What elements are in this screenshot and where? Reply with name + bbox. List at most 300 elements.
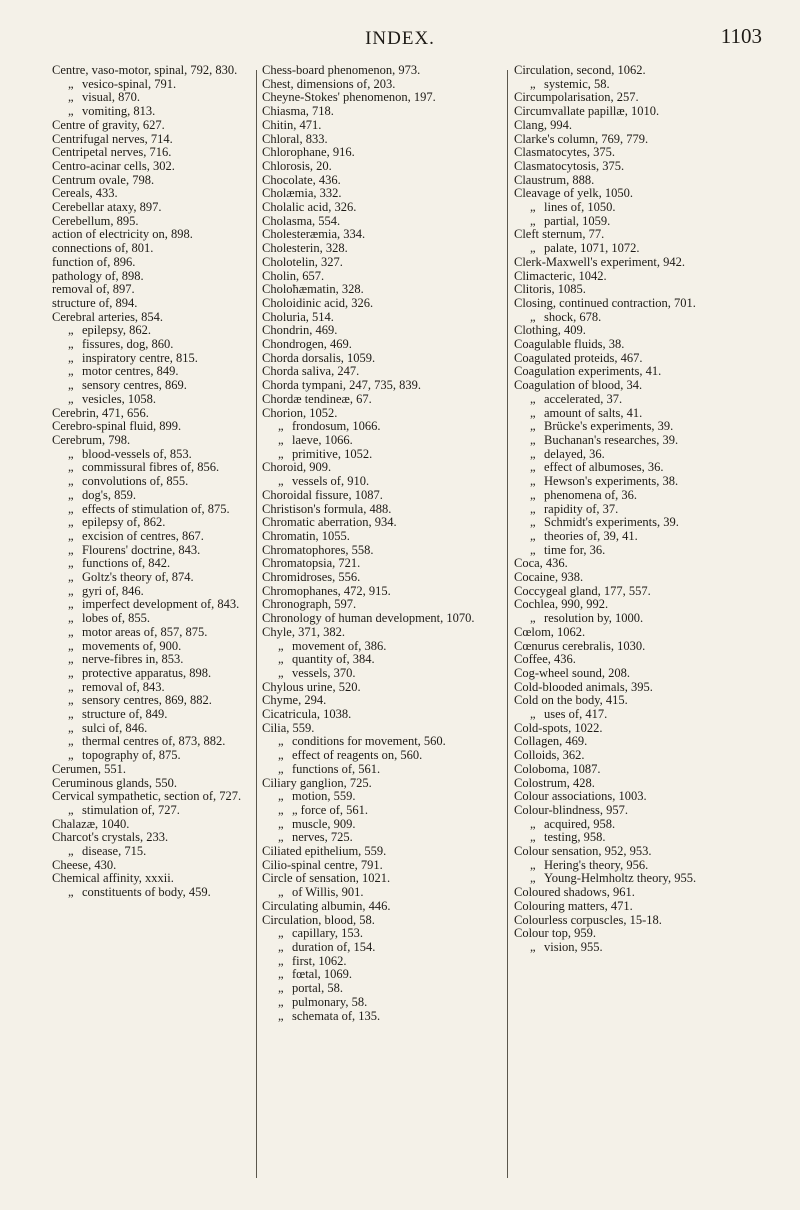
- index-entry: [262, 886, 502, 900]
- index-entry: [52, 133, 252, 147]
- index-entry-text: testing, 958.: [544, 830, 606, 845]
- index-entry: [52, 324, 252, 338]
- index-entry-text: Hewson's experiments, 38.: [544, 474, 679, 489]
- index-entry: [514, 598, 772, 612]
- index-entry-text: Coagulation of blood, 34.: [514, 378, 643, 393]
- index-entry-text: gyri of, 846.: [82, 583, 144, 598]
- index-entry-text: protective apparatus, 898.: [82, 665, 212, 680]
- index-entry-text: Choluria, 514.: [262, 309, 334, 324]
- index-entry: [262, 735, 502, 749]
- ditto-mark: „: [278, 665, 284, 680]
- index-entry-text: Cicatricula, 1038.: [262, 707, 352, 722]
- index-entry-text: Chromatophores, 558.: [262, 542, 374, 557]
- ditto-mark: „: [530, 76, 536, 91]
- ditto-mark: „: [278, 652, 284, 667]
- ditto-mark: „: [68, 90, 74, 105]
- index-entry: [52, 256, 252, 270]
- ditto-mark: „: [278, 734, 284, 749]
- ditto-mark: „: [68, 460, 74, 475]
- ditto-mark: „: [68, 364, 74, 379]
- index-entry-text: topography of, 875.: [82, 748, 181, 763]
- ditto-mark: „: [68, 844, 74, 859]
- index-entry: [262, 612, 502, 626]
- index-entry: [52, 201, 252, 215]
- index-entry-text: commissural fibres of, 856.: [82, 460, 220, 475]
- index-entry-text: Clang, 994.: [514, 117, 572, 132]
- index-entry: [262, 407, 502, 421]
- index-entry: [514, 941, 772, 955]
- index-entry-text: sulci of, 846.: [82, 720, 148, 735]
- index-entry: [514, 927, 772, 941]
- index-entry: [262, 530, 502, 544]
- index-entry-text: schemata of, 135.: [292, 1008, 381, 1023]
- index-entry-text: Cilio-spinal centre, 791.: [262, 857, 383, 872]
- index-entry: [52, 78, 252, 92]
- ditto-mark: „: [68, 734, 74, 749]
- index-entry-text: Choroid, 909.: [262, 460, 332, 475]
- index-entry: [262, 585, 502, 599]
- index-entry: [262, 831, 502, 845]
- index-entry-text: Flourens' doctrine, 843.: [82, 542, 201, 557]
- index-entry: [52, 461, 252, 475]
- index-entry: [52, 557, 252, 571]
- index-entry: [514, 407, 772, 421]
- index-entry: [262, 872, 502, 886]
- ditto-mark: „: [530, 707, 536, 722]
- index-entry: [262, 927, 502, 941]
- index-entry-text: palate, 1071, 1072.: [544, 241, 640, 256]
- index-entry: [514, 530, 772, 544]
- index-entry-text: Cerumen, 551.: [52, 761, 126, 776]
- index-entry: [52, 818, 252, 832]
- index-entry-text: Chromophanes, 472, 915.: [262, 583, 391, 598]
- index-entry: [514, 365, 772, 379]
- index-entry: [514, 420, 772, 434]
- index-entry: [514, 174, 772, 188]
- index-entry-text: Cilia, 559.: [262, 720, 315, 735]
- index-entry: [514, 886, 772, 900]
- index-entry-text: vomiting, 813.: [82, 104, 156, 119]
- index-entry-text: Christison's formula, 488.: [262, 501, 392, 516]
- index-entry: [514, 283, 772, 297]
- index-entry-text: function of, 896.: [52, 254, 136, 269]
- index-entry: [514, 667, 772, 681]
- ditto-mark: „: [68, 542, 74, 557]
- index-entry-text: Cœlom, 1062.: [514, 624, 586, 639]
- index-entry: [52, 448, 252, 462]
- index-columns: [52, 64, 772, 1184]
- index-entry: [262, 763, 502, 777]
- index-entry-text: Colouring matters, 471.: [514, 898, 633, 913]
- index-entry: [52, 283, 252, 297]
- ditto-mark: „: [68, 570, 74, 585]
- ditto-mark: „: [530, 940, 536, 954]
- index-entry-text: Coagulated proteids, 467.: [514, 350, 643, 365]
- index-entry-text: Chorda dorsalis, 1059.: [262, 350, 376, 365]
- ditto-mark: „: [278, 830, 284, 845]
- index-entry-text: effect of albumoses, 36.: [544, 460, 664, 475]
- index-entry-text: Cholæmia, 332.: [262, 186, 342, 201]
- ditto-mark: „: [530, 816, 536, 831]
- index-entry-text: Circulating albumin, 446.: [262, 898, 391, 913]
- index-entry-text: duration of, 154.: [292, 940, 376, 954]
- index-entry-text: Colour-blindness, 957.: [514, 802, 628, 817]
- index-entry-text: systemic, 58.: [544, 76, 610, 91]
- index-entry-text: Charcot's crystals, 233.: [52, 830, 169, 845]
- ditto-mark: „: [68, 556, 74, 571]
- index-entry: [262, 1010, 502, 1024]
- index-entry: [514, 119, 772, 133]
- index-entry-text: Ciliary ganglion, 725.: [262, 775, 372, 790]
- index-entry: [514, 681, 772, 695]
- index-entry: [52, 872, 252, 886]
- index-entry-text: Coloured shadows, 961.: [514, 885, 635, 900]
- index-entry-text: Coccygeal gland, 177, 557.: [514, 583, 651, 598]
- index-entry-text: vessels of, 910.: [292, 474, 370, 489]
- index-entry: [262, 201, 502, 215]
- index-entry: [262, 722, 502, 736]
- ditto-mark: „: [68, 652, 74, 667]
- index-entry: [262, 242, 502, 256]
- index-entry: [514, 818, 772, 832]
- index-entry-text: Cholesterin, 328.: [262, 241, 348, 256]
- index-entry-text: Chyle, 371, 382.: [262, 624, 345, 639]
- ditto-mark: „: [278, 994, 284, 1009]
- ditto-mark: „: [68, 350, 74, 365]
- ditto-mark: „: [530, 309, 536, 324]
- index-entry: [262, 681, 502, 695]
- index-entry: [262, 64, 502, 78]
- index-entry: [514, 763, 772, 777]
- index-entry: [262, 982, 502, 996]
- index-entry: [514, 91, 772, 105]
- index-entry-text: acquired, 958.: [544, 816, 616, 831]
- index-entry-text: Centrum ovale, 798.: [52, 172, 155, 187]
- index-entry-text: Cerebrin, 471, 656.: [52, 405, 149, 420]
- ditto-mark: „: [530, 405, 536, 420]
- index-entry-text: Chloral, 833.: [262, 131, 328, 146]
- ditto-mark: „: [68, 515, 74, 530]
- index-entry: [514, 242, 772, 256]
- index-entry: [262, 434, 502, 448]
- index-entry: [52, 379, 252, 393]
- index-entry-text: Circulation, second, 1062.: [514, 64, 646, 77]
- index-entry-text: removal of, 843.: [82, 679, 165, 694]
- index-entry: [514, 105, 772, 119]
- index-entry-text: Cheyne-Stokes' phenomenon, 197.: [262, 90, 436, 105]
- index-entry-text: Cocaine, 938.: [514, 570, 584, 585]
- ditto-mark: „: [278, 748, 284, 763]
- index-entry-text: Coagulation experiments, 41.: [514, 364, 662, 379]
- index-entry-text: Colostrum, 428.: [514, 775, 595, 790]
- index-entry: [514, 475, 772, 489]
- index-entry: [52, 804, 252, 818]
- index-entry: [514, 146, 772, 160]
- index-entry: [514, 187, 772, 201]
- ditto-mark: „: [68, 693, 74, 708]
- index-entry-text: Circle of sensation, 1021.: [262, 871, 391, 886]
- index-entry: [52, 393, 252, 407]
- index-entry: [514, 790, 772, 804]
- index-entry: [514, 777, 772, 791]
- index-entry-text: conditions for movement, 560.: [292, 734, 446, 749]
- index-entry: [262, 544, 502, 558]
- index-entry-text: disease, 715.: [82, 844, 147, 859]
- ditto-mark: „: [530, 501, 536, 516]
- index-entry-text: Collagen, 469.: [514, 734, 588, 749]
- index-entry-text: Chlorophane, 916.: [262, 145, 355, 160]
- ditto-mark: „: [278, 885, 284, 900]
- index-entry-text: Chordæ tendineæ, 67.: [262, 391, 372, 406]
- index-entry: [262, 365, 502, 379]
- index-entry-text: Chorda saliva, 247.: [262, 364, 360, 379]
- index-entry-text: vessels, 370.: [292, 665, 356, 680]
- ditto-mark: „: [278, 926, 284, 941]
- ditto-mark: „: [68, 474, 74, 489]
- index-entry-text: fissures, dog, 860.: [82, 337, 174, 352]
- index-entry-text: nerves, 725.: [292, 830, 353, 845]
- index-entry-text: Chiasma, 718.: [262, 104, 334, 119]
- index-entry-text: Hering's theory, 956.: [544, 857, 649, 872]
- ditto-mark: „: [530, 857, 536, 872]
- index-entry: [52, 311, 252, 325]
- index-entry: [514, 338, 772, 352]
- index-entry-text: Chitin, 471.: [262, 117, 322, 132]
- index-entry-text: Chronology of human development, 1070.: [262, 611, 475, 626]
- index-entry: [262, 749, 502, 763]
- index-entry: [262, 777, 502, 791]
- index-entry-text: Circumvallate papillæ, 1010.: [514, 104, 660, 119]
- index-entry: [52, 790, 252, 804]
- index-entry: [262, 859, 502, 873]
- index-entry: [514, 228, 772, 242]
- column-divider: [507, 70, 508, 1178]
- ditto-mark: „: [68, 638, 74, 653]
- index-entry: [52, 187, 252, 201]
- index-entry-text: Chylous urine, 520.: [262, 679, 361, 694]
- index-entry-text: Cold-blooded animals, 395.: [514, 679, 653, 694]
- index-entry-text: inspiratory centre, 815.: [82, 350, 198, 365]
- index-entry-text: Colour sensation, 952, 953.: [514, 844, 652, 859]
- index-entry-text: Centre, vaso-motor, spinal, 792, 830.: [52, 64, 238, 77]
- index-entry: [262, 694, 502, 708]
- index-entry: [52, 571, 252, 585]
- index-entry-text: Clothing, 409.: [514, 323, 586, 338]
- index-entry-text: dog's, 859.: [82, 487, 136, 502]
- index-entry-text: theories of, 39, 41.: [544, 528, 638, 543]
- index-entry: [52, 653, 252, 667]
- index-entry-text: Cervical sympathetic, section of, 727.: [52, 789, 242, 804]
- index-entry: [262, 503, 502, 517]
- index-entry-text: Clitoris, 1085.: [514, 282, 586, 297]
- index-entry-text: Chromatin, 1055.: [262, 528, 350, 543]
- index-entry-text: Coagulable fluids, 38.: [514, 337, 625, 352]
- index-entry-text: motion, 559.: [292, 789, 356, 804]
- index-entry-text: Circumpolarisation, 257.: [514, 90, 639, 105]
- ditto-mark: „: [278, 802, 284, 817]
- index-entry: [514, 434, 772, 448]
- index-entry-text: sensory centres, 869, 882.: [82, 693, 212, 708]
- index-entry-text: Centre of gravity, 627.: [52, 117, 165, 132]
- index-entry: [52, 516, 252, 530]
- index-entry: [52, 777, 252, 791]
- index-entry-text: motor centres, 849.: [82, 364, 179, 379]
- index-entry: [52, 352, 252, 366]
- ditto-mark: „: [68, 665, 74, 680]
- index-entry: [514, 749, 772, 763]
- index-entry: [262, 311, 502, 325]
- index-entry-text: Cold on the body, 415.: [514, 693, 628, 708]
- index-entry-text: Chronograph, 597.: [262, 597, 357, 612]
- index-entry-text: Chondrogen, 469.: [262, 337, 352, 352]
- index-entry: [52, 749, 252, 763]
- index-entry: [262, 91, 502, 105]
- index-entry: [52, 763, 252, 777]
- index-entry: [514, 831, 772, 845]
- index-entry: [262, 571, 502, 585]
- index-entry: [52, 722, 252, 736]
- index-entry: [514, 489, 772, 503]
- index-entry-text: removal of, 897.: [52, 282, 135, 297]
- index-entry-text: Colour associations, 1003.: [514, 789, 647, 804]
- ditto-mark: „: [68, 720, 74, 735]
- index-entry: [514, 804, 772, 818]
- index-entry-text: Clasmatocytes, 375.: [514, 145, 616, 160]
- index-entry-text: Ceruminous glands, 550.: [52, 775, 177, 790]
- ditto-mark: „: [278, 816, 284, 831]
- index-entry-text: Centro-acinar cells, 302.: [52, 158, 175, 173]
- index-entry: [52, 64, 252, 78]
- index-entry: [262, 845, 502, 859]
- ditto-mark: „: [68, 802, 74, 817]
- index-entry: [514, 612, 772, 626]
- ditto-mark: „: [68, 583, 74, 598]
- ditto-mark: „: [278, 940, 284, 954]
- page-title: INDEX.: [365, 28, 435, 49]
- index-entry: [262, 667, 502, 681]
- index-entry-text: Cholasma, 554.: [262, 213, 341, 228]
- index-entry: [52, 845, 252, 859]
- index-entry: [262, 461, 502, 475]
- index-entry: [262, 174, 502, 188]
- ditto-mark: „: [68, 707, 74, 722]
- index-entry-text: structure of, 849.: [82, 707, 168, 722]
- index-entry-text: Clerk-Maxwell's experiment, 942.: [514, 254, 685, 269]
- index-entry: [514, 544, 772, 558]
- index-entry-text: Coffee, 436.: [514, 652, 576, 667]
- index-entry-text: Chyme, 294.: [262, 693, 327, 708]
- index-entry: [514, 311, 772, 325]
- index-entry: [514, 708, 772, 722]
- ditto-mark: „: [68, 378, 74, 393]
- index-entry: [262, 516, 502, 530]
- index-entry-text: Chest, dimensions of, 203.: [262, 76, 396, 91]
- index-entry: [514, 379, 772, 393]
- index-entry: [52, 146, 252, 160]
- index-entry: [262, 133, 502, 147]
- index-entry-text: vesicles, 1058.: [82, 391, 156, 406]
- index-entry: [514, 735, 772, 749]
- index-entry-text: constituents of body, 459.: [82, 885, 211, 900]
- index-column-3: [514, 64, 772, 1184]
- index-entry-text: Cerebellar ataxy, 897.: [52, 200, 162, 215]
- index-entry-text: vision, 955.: [544, 940, 603, 954]
- ditto-mark: „: [530, 474, 536, 489]
- index-entry: [514, 324, 772, 338]
- index-entry-text: Colloids, 362.: [514, 748, 585, 763]
- index-entry: [514, 461, 772, 475]
- index-entry: [262, 187, 502, 201]
- index-entry-text: Chondrin, 469.: [262, 323, 338, 338]
- ditto-mark: „: [278, 432, 284, 447]
- ditto-mark: „: [530, 871, 536, 886]
- index-entry-text: Cholotelin, 327.: [262, 254, 343, 269]
- index-entry: [262, 160, 502, 174]
- index-entry: [52, 489, 252, 503]
- index-entry: [514, 859, 772, 873]
- index-entry: [52, 365, 252, 379]
- ditto-mark: „: [530, 200, 536, 215]
- ditto-mark: „: [278, 638, 284, 653]
- index-entry: [52, 228, 252, 242]
- index-entry: [514, 352, 772, 366]
- index-entry: [262, 818, 502, 832]
- index-entry-text: Clarke's column, 769, 779.: [514, 131, 649, 146]
- ditto-mark: „: [530, 460, 536, 475]
- ditto-mark: „: [278, 967, 284, 982]
- index-entry-text: Cochlea, 990, 992.: [514, 597, 609, 612]
- index-entry: [262, 78, 502, 92]
- index-entry-text: Cereals, 433.: [52, 186, 118, 201]
- index-entry: [52, 598, 252, 612]
- ditto-mark: „: [530, 241, 536, 256]
- ditto-mark: „: [68, 446, 74, 461]
- index-entry-text: movement of, 386.: [292, 638, 387, 653]
- index-entry: [514, 914, 772, 928]
- index-entry-text: vesico-spinal, 791.: [82, 76, 177, 91]
- ditto-mark: „: [278, 761, 284, 776]
- ditto-mark: „: [68, 597, 74, 612]
- index-entry: [262, 283, 502, 297]
- index-entry: [262, 900, 502, 914]
- index-entry-text: Chemical affinity, xxxii.: [52, 871, 174, 886]
- index-entry: [262, 420, 502, 434]
- ditto-mark: „: [530, 830, 536, 845]
- index-entry-text: Chromatic aberration, 934.: [262, 515, 397, 530]
- index-entry: [262, 228, 502, 242]
- index-entry-text: functions of, 842.: [82, 556, 171, 571]
- index-entry-text: Coloboma, 1087.: [514, 761, 601, 776]
- index-entry-text: excision of centres, 867.: [82, 528, 204, 543]
- index-entry-text: quantity of, 384.: [292, 652, 375, 667]
- ditto-mark: „: [278, 953, 284, 968]
- ditto-mark: „: [68, 528, 74, 543]
- index-entry: [52, 831, 252, 845]
- index-entry-text: Schmidt's experiments, 39.: [544, 515, 679, 530]
- index-entry-text: portal, 58.: [292, 981, 344, 996]
- index-column-1: [52, 64, 252, 1184]
- index-entry-text: epilepsy, 862.: [82, 323, 151, 338]
- index-entry: [52, 475, 252, 489]
- index-entry-text: rapidity of, 37.: [544, 501, 619, 516]
- index-entry: [514, 516, 772, 530]
- ditto-mark: „: [278, 419, 284, 434]
- index-entry: [262, 489, 502, 503]
- index-entry: [52, 681, 252, 695]
- ditto-mark: „: [530, 391, 536, 406]
- index-entry: [52, 585, 252, 599]
- ditto-mark: „: [530, 515, 536, 530]
